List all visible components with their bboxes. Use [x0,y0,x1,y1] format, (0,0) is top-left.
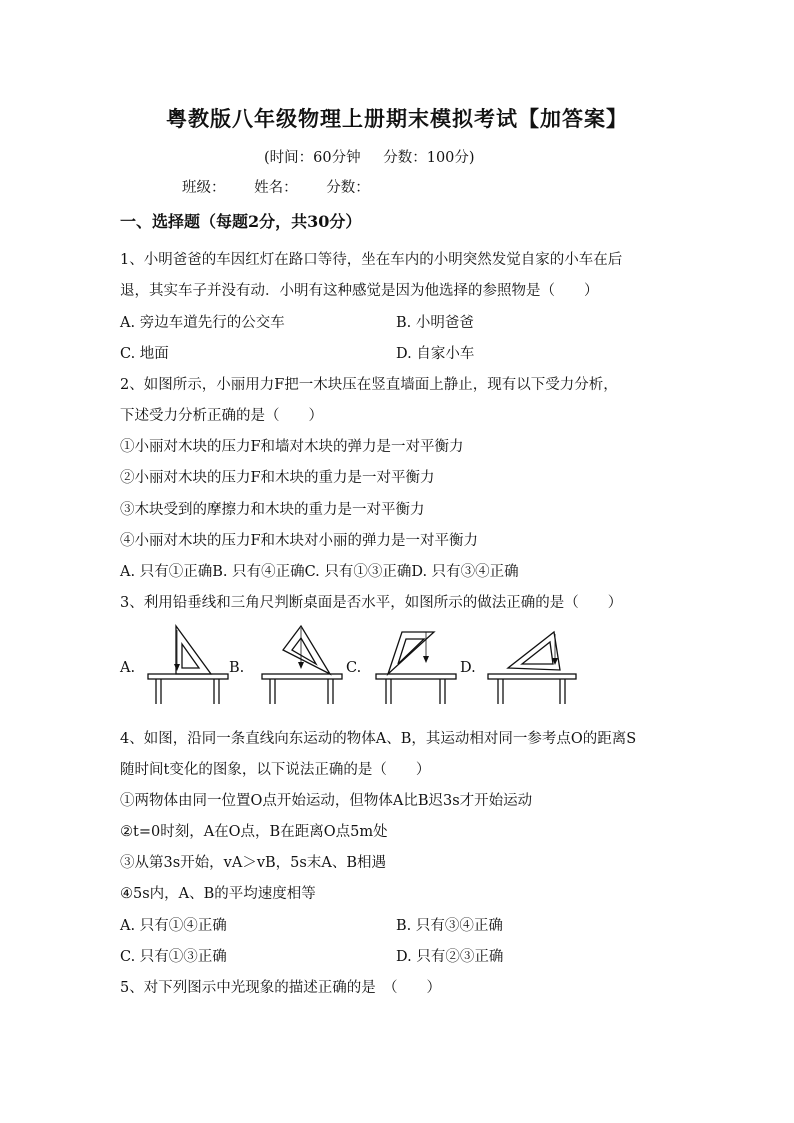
triangle-ruler-icon [176,626,211,674]
q2-statement-3: ③木块受到的摩擦力和木块的重力是一对平衡力 [120,502,425,518]
q3-figure-a [148,626,228,704]
class-label: 班级： [182,180,226,196]
q3-figure [116,618,586,710]
triangle-ruler-icon [283,626,330,674]
q3-fig-label-c: C. [346,660,362,676]
q1-stem-line1: 1、小明爸爸的车因红灯在路口等待，坐在车内的小明突然发觉自家的小车在后 [120,252,623,268]
q4-option-d: D. 只有②③正确 [396,949,504,965]
q3-fig-label-a: A. [120,660,136,676]
q4-option-b: B. 只有③④正确 [396,918,503,934]
q1-option-a: A. 旁边车道先行的公交车 [120,315,285,331]
page-title: 粤教版八年级物理上册期末模拟考试【加答案】 [166,106,628,131]
total-score: 分数：100分) [383,150,475,166]
exam-meta [264,146,475,167]
time-limit: (时间：60分钟 [264,150,361,166]
table-top-icon [262,674,342,679]
q3-figure-d [488,632,576,704]
q2-stem-line1: 2、如图所示，小丽用力F把一木块压在竖直墙面上静止，现有以下受力分析， [120,377,618,393]
table-top-icon [148,674,228,679]
q2-options: A. 只有①正确B. 只有④正确C. 只有①③正确D. 只有③④正确 [120,564,519,580]
q5-stem-line1: 5、对下列图示中光现象的描述正确的是 （ ） [120,980,441,996]
q1-option-c: C. 地面 [120,346,169,362]
q2-statement-4: ④小丽对木块的压力F和木块对小丽的弹力是一对平衡力 [120,533,479,549]
q4-stem-line2: 随时间t变化的图象，以下说法正确的是（ ） [120,762,431,778]
q1-option-b: B. 小明爸爸 [396,315,474,331]
score-label: 分数： [326,180,370,196]
section-heading: 一、选择题（每题2分，共30分） [120,212,362,231]
table-top-icon [488,674,576,679]
q3-stem-line1: 3、利用铅垂线和三角尺判断桌面是否水平，如图所示的做法正确的是（ ） [120,595,623,611]
q2-statement-2: ②小丽对木块的压力F和木块的重力是一对平衡力 [120,470,435,486]
q4-statement-4: ④5s内，A、B的平均速度相等 [120,886,316,902]
q3-figure-b [262,626,342,704]
name-label: 姓名： [254,180,298,196]
q1-stem-line2: 退，其实车子并没有动．小明有这种感觉是因为他选择的参照物是（ ） [120,283,599,299]
q4-option-a: A. 只有①④正确 [120,918,227,934]
q1-option-d: D. 自家小车 [396,346,475,362]
triangle-ruler-icon [388,632,434,674]
q4-statement-2: ②t=0时刻，A在O点，B在距离O点5m处 [120,824,388,840]
q3-fig-label-d: D. [460,660,476,676]
q2-statement-1: ①小丽对木块的压力F和墙对木块的弹力是一对平衡力 [120,439,464,455]
student-info [182,176,394,197]
q4-option-c: C. 只有①③正确 [120,949,227,965]
q3-figure-c [376,632,456,704]
q4-statement-1: ①两物体由同一位置O点开始运动，但物体A比B迟3s才开始运动 [120,793,533,809]
q4-stem-line1: 4、如图，沿同一条直线向东运动的物体A、B，其运动相对同一参考点O的距离S [120,731,637,747]
q4-statement-3: ③从第3s开始，vA＞vB，5s末A、B相遇 [120,855,386,871]
q2-stem-line2: 下述受力分析正确的是（ ） [120,408,323,424]
q3-fig-label-b: B. [229,660,245,676]
